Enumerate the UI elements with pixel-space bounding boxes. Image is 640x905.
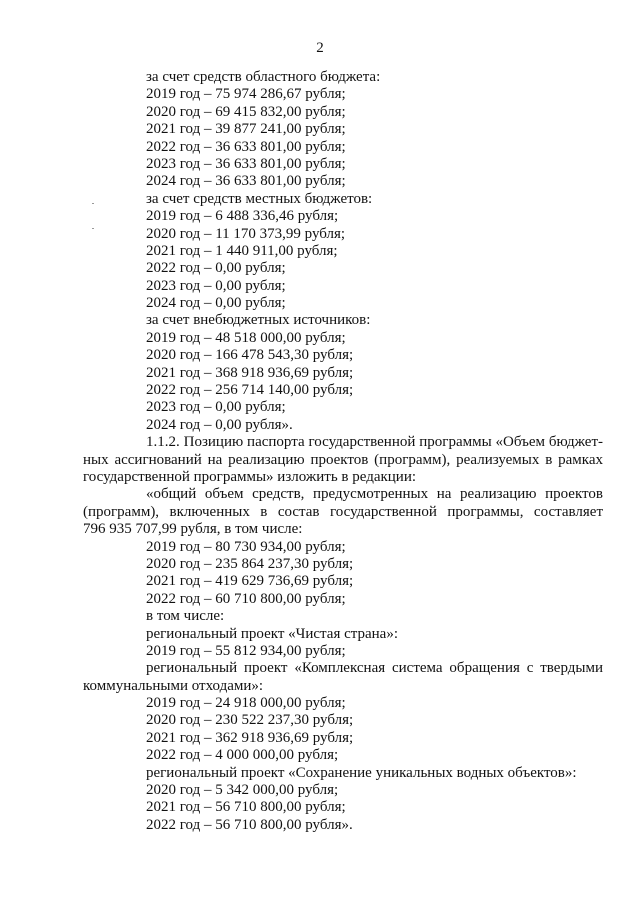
text-line: 2021 год – 362 918 936,69 рубля; (146, 729, 354, 746)
text-line: 2019 год – 48 518 000,00 рубля; (146, 329, 346, 346)
text-line: в том числе: (146, 608, 225, 625)
text-line: 2022 год – 4 000 000,00 рубля; (146, 747, 339, 764)
document-body (83, 69, 603, 834)
text-line: 2023 год – 0,00 рубля; (146, 399, 286, 416)
text-line: за счет средств областного бюджета: (146, 69, 381, 85)
text-line: 2022 год – 0,00 рубля; (146, 260, 286, 277)
text-line: региональный проект «Чистая страна»: (146, 625, 399, 642)
text-line: региональный проект «Комплексная система обращения с твердыми (146, 660, 603, 677)
text-line: 2020 год – 235 864 237,30 рубля; (146, 555, 354, 572)
text-line: 2021 год – 419 629 736,69 рубля; (146, 573, 354, 590)
text-line: 2023 год – 0,00 рубля; (146, 277, 286, 294)
page-number: 2 (316, 40, 324, 56)
text-line: 2019 год – 24 918 000,00 рубля; (146, 695, 346, 712)
text-line: 2024 год – 36 633 801,00 рубля; (146, 173, 346, 190)
text-line: 2019 год – 80 730 934,00 рубля; (146, 538, 346, 555)
text-line: коммунальными отходами»: (83, 677, 264, 694)
text-line: ных ассигнований на реализацию проектов (программ), реализуемых в рамках (83, 451, 603, 468)
text-line: 2021 год – 56 710 800,00 рубля; (146, 799, 346, 816)
text-line: 2020 год – 166 478 543,30 рубля; (146, 347, 354, 364)
text-line: 2021 год – 1 440 911,00 рубля; (146, 242, 338, 259)
text-line: региональный проект «Сохранение уникальных водных объектов»: (146, 764, 577, 781)
text-line: государственной программы» изложить в редакции: (83, 468, 417, 485)
text-line: за счет внебюджетных источников: (146, 312, 371, 329)
text-line: 2024 год – 0,00 рубля; (146, 295, 286, 312)
text-line: 2019 год – 55 812 934,00 рубля; (146, 642, 346, 659)
text-line: (программ), включенных в состав государственной программы, составляет (83, 503, 603, 520)
text-line: 2021 год – 368 918 936,69 рубля; (146, 364, 354, 381)
text-line: 2022 год – 256 714 140,00 рубля; (146, 382, 354, 399)
text-line: 2022 год – 36 633 801,00 рубля; (146, 138, 346, 155)
text-line: 2021 год – 39 877 241,00 рубля; (146, 121, 346, 138)
text-line: «общий объем средств, предусмотренных на реализацию проектов (146, 486, 603, 503)
text-line: 2019 год – 75 974 286,67 рубля; (146, 86, 346, 103)
text-line: 2020 год – 230 522 237,30 рубля; (146, 712, 354, 729)
text-line: 2020 год – 5 342 000,00 рубля; (146, 782, 339, 799)
text-line: 2019 год – 6 488 336,46 рубля; (146, 208, 339, 225)
text-line: 2022 год – 60 710 800,00 рубля; (146, 590, 346, 607)
text-line: 2022 год – 56 710 800,00 рубля». (146, 816, 353, 833)
text-line: 2024 год – 0,00 рубля». (146, 416, 293, 433)
text-line: 2023 год – 36 633 801,00 рубля; (146, 155, 346, 172)
text-line: 2020 год – 11 170 373,99 рубля; (146, 225, 346, 242)
text-line: 2020 год – 69 415 832,00 рубля; (146, 103, 346, 120)
text-line: 796 935 707,99 рубля, в том числе: (83, 521, 303, 538)
text-line: 1.1.2. Позицию паспорта государственной программы «Объем бюджет- (146, 434, 603, 451)
text-line: за счет средств местных бюджетов: (146, 190, 373, 207)
